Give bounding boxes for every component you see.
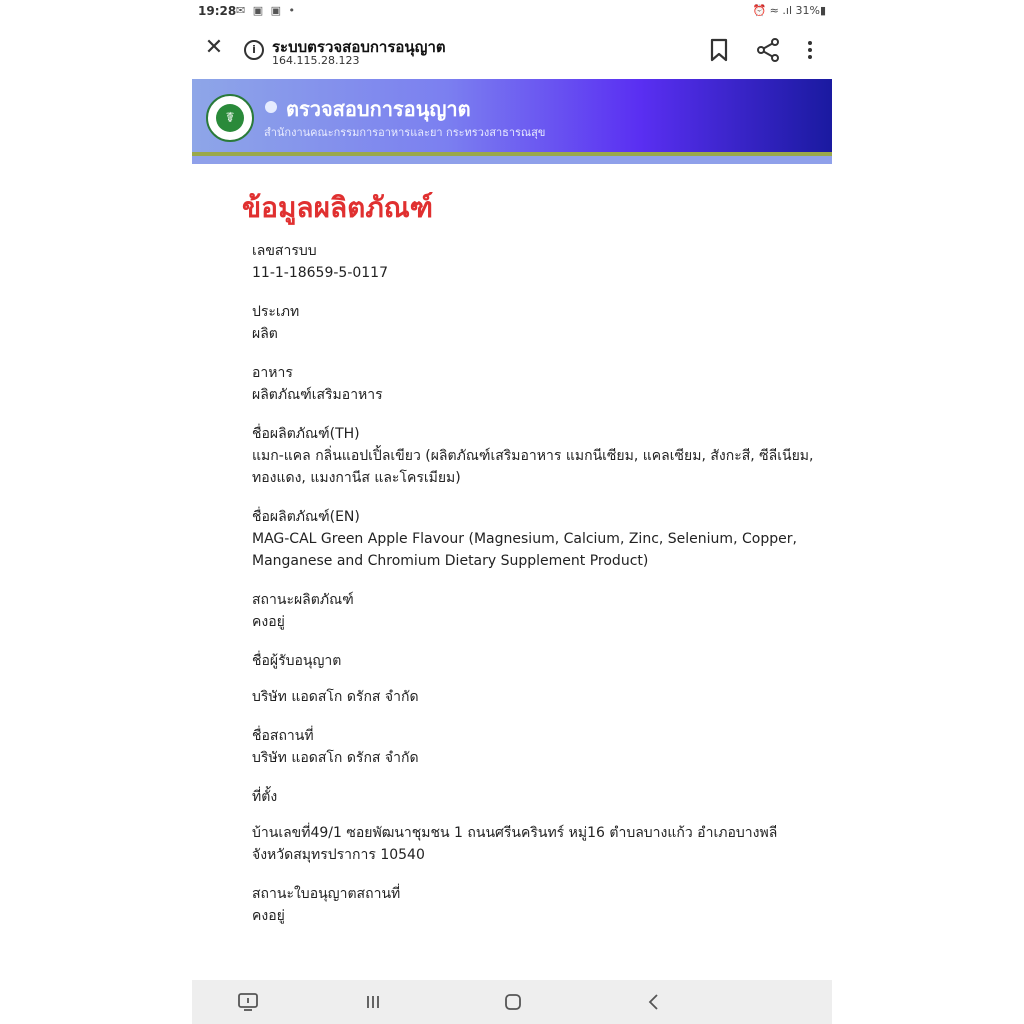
bullet-icon — [265, 101, 277, 113]
status-time: 19:28 — [198, 4, 237, 18]
bookmark-icon[interactable] — [708, 38, 730, 62]
page-title: ระบบตรวจสอบการอนุญาต — [272, 38, 446, 56]
field-product-status — [252, 589, 822, 633]
info-icon[interactable]: i — [244, 40, 264, 60]
field-value: MAG-CAL Green Apple Flavour (Magnesium, Calcium, Zinc, Selenium, Copper, Manganese and Chromium Dietary Supplement Product) — [252, 531, 797, 569]
notification-icons: ✉ ▣ ▣ • — [236, 4, 297, 17]
caduceus-icon: ☤ — [216, 104, 244, 132]
field-value: บ้านเลขที่49/1 ซอยพัฒนาชุมชน 1 ถนนศรีนครินทร์ หมู่16 ตำบลบางแก้ว อำเภอบางพลี จังหวัดสมุทรปราการ 10540 — [252, 825, 778, 863]
field-food — [252, 362, 822, 406]
field-label: ชื่อผลิตภัณฑ์(TH) — [252, 426, 360, 442]
banner-subtitle: สำนักงานคณะกรรมการอาหารและยา กระทรวงสาธารณสุข — [264, 126, 546, 139]
field-label: เลขสารบบ — [252, 243, 317, 259]
section-heading: ข้อมูลผลิตภัณฑ์ — [242, 191, 433, 224]
share-icon[interactable] — [756, 38, 780, 62]
field-value: 11-1-18659-5-0117 — [252, 265, 389, 281]
phone-screen — [192, 0, 832, 1024]
field-value: คงอยู่ — [252, 908, 285, 924]
screenshot-icon[interactable] — [236, 990, 260, 1014]
home-icon[interactable] — [501, 990, 525, 1014]
banner-title: ตรวจสอบการอนุญาต — [286, 97, 471, 121]
field-label: สถานะใบอนุญาตสถานที่ — [252, 886, 401, 902]
more-vert-icon[interactable] — [804, 38, 816, 62]
page-url[interactable]: 164.115.28.123 — [272, 54, 360, 67]
system-nav-bar — [192, 980, 832, 1024]
site-banner — [192, 79, 832, 155]
field-location — [252, 786, 822, 866]
field-product-name-en — [252, 506, 822, 572]
field-value: แมก-แคล กลิ่นแอปเปิ้ลเขียว (ผลิตภัณฑ์เสริมอาหาร แมกนีเซียม, แคลเซียม, สังกะสี, ซีลีเนียม, ทองแดง, แมงกานีส และโครเมียม) — [252, 448, 814, 486]
field-value: บริษัท แอดสโก ดรักส จำกัด — [252, 750, 419, 766]
close-icon[interactable]: ✕ — [204, 35, 224, 60]
banner-strip — [192, 156, 832, 164]
browser-toolbar — [192, 22, 832, 78]
field-label: อาหาร — [252, 365, 293, 381]
field-label: ชื่อผลิตภัณฑ์(EN) — [252, 509, 360, 525]
field-place-name — [252, 725, 822, 769]
back-icon[interactable] — [642, 990, 666, 1014]
recents-icon[interactable] — [361, 990, 385, 1014]
fda-logo — [206, 94, 254, 142]
field-product-name-th — [252, 423, 822, 489]
field-label: ที่ตั้ง — [252, 789, 278, 805]
field-licensee — [252, 650, 822, 708]
field-label: สถานะผลิตภัณฑ์ — [252, 592, 354, 608]
field-value: คงอยู่ — [252, 614, 285, 630]
system-status-icons: ⏰ ≈ .ıl 31%▮ — [752, 4, 826, 17]
field-value: ผลิตภัณฑ์เสริมอาหาร — [252, 387, 383, 403]
field-label: ประเภท — [252, 304, 300, 320]
status-bar — [192, 0, 832, 22]
field-value: บริษัท แอดสโก ดรักส จำกัด — [252, 689, 419, 705]
field-label: ชื่อสถานที่ — [252, 728, 314, 744]
field-place-license-status — [252, 883, 822, 927]
field-value: ผลิต — [252, 326, 278, 342]
field-label: ชื่อผู้รับอนุญาต — [252, 653, 342, 669]
field-type — [252, 301, 822, 345]
field-registration-number — [252, 240, 822, 284]
